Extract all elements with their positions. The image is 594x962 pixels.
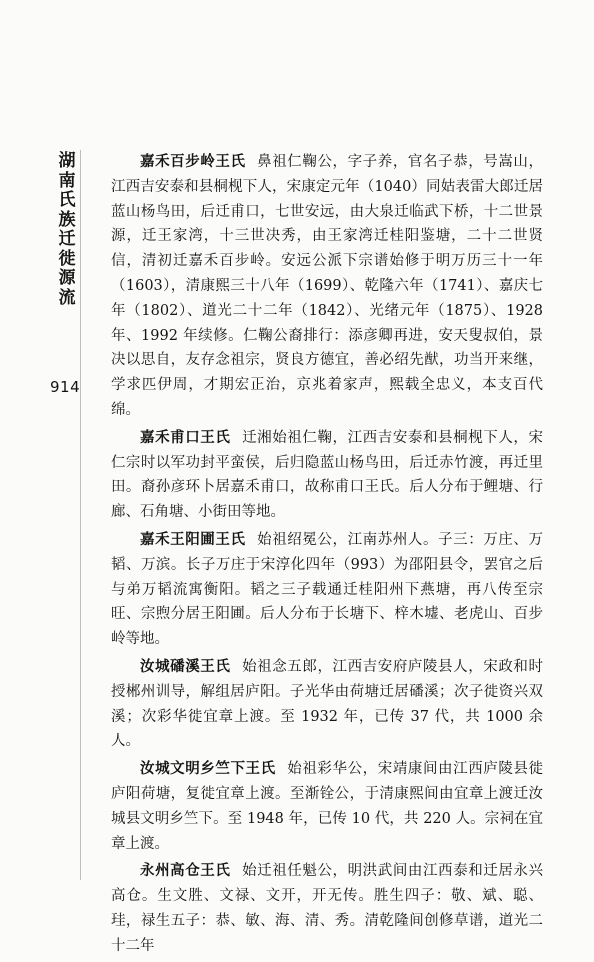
entry-title: 永州高仓王氏	[140, 863, 231, 880]
entry-title: 嘉禾百步岭王氏	[140, 154, 246, 170]
entry-title: 汝城文明乡竺下王氏	[140, 761, 276, 778]
margin-rule	[80, 150, 81, 880]
entry-text: 始祖绍冕公，江南苏州人。子三：万庄、万韬、万滨。长子万庄于宋淳化四年（993）为邵阳县令，罢官之后与弟万韬流寓衡阳。韬之三子载通迁桂阳州下燕塘，再八传至宗旺、宗煦分居王阳圃。后人分布于长塘下、梓木墟、老虎山、百步岭等地。	[111, 531, 544, 648]
page-number: 914	[50, 378, 81, 396]
page-body	[111, 150, 543, 962]
entry-title: 嘉禾甫口王氏	[140, 429, 231, 446]
entry-rucheng-zhuxia	[111, 757, 543, 856]
entry-text: 鼻祖仁鞠公，字子养，官名子恭，号嵩山，江西吉安泰和县桐枧下人，宋康定元年（1040）同姑表雷大郎迁居蓝山杨鸟田，后迁甫口，七世安远，由大泉迁临武下桥，十二世景源，迁王家湾，十三世决秀，由王家湾迁桂阳鉴塘，二十二世贤信，清初迁嘉禾百步岭。安远公派下宗谱始修于明万历三十一年（1603），清康熙三十八年（1699）、乾隆六年（1741）、嘉庆七年（1802）、道光二十二年（1842）、光绪元年（1875）、1928 年、1992 年续修。仁鞠公裔排行：添彦卿再进，安天叟叔伯，景决以思自，友存念祖宗，贤良方德宜，善必绍先猷，功当开来继，学求匹伊周，才期宏正治，京兆着家声，熙载全忠义，本支百代绵。	[111, 154, 544, 418]
entry-title: 嘉禾王阳圃王氏	[140, 531, 246, 548]
entry-baihe-wangyangpu	[111, 528, 543, 652]
entry-baihe-bubuling	[111, 150, 543, 423]
entry-text: 迁湘始祖仁鞠，江西吉安泰和县桐枧下人，宋仁宗时以军功封平蛮侯，后归隐蓝山杨鸟田，后迁赤竹渡，再迁里田。裔孙彦环卜居嘉禾甫口，故称甫口王氏。后人分布于鲤塘、行廊、石角塘、小街田等地。	[111, 429, 544, 521]
entry-rucheng-panxi	[111, 655, 543, 754]
entry-text: 始祖彩华公，宋靖康间由江西庐陵县徙庐阳荷塘，复徙宜章上渡。至渐铨公，于清康熙间由宜章上渡迁汝城县文明乡竺下。至 1948 年，已传 10 代，共 220 人。宗祠在宜章上渡。	[111, 761, 543, 852]
entry-title: 汝城磻溪王氏	[140, 658, 231, 675]
entry-text: 始祖念五郎，江西吉安府庐陵县人，宋政和时授郴州训导，解组居庐阳。子光华由荷塘迁居磻溪；次子徙资兴双溪；次彩华徙宜章上渡。至 1932 年，已传 37 代，共 1000 余人。	[111, 658, 544, 750]
entry-text: 始迁祖任魁公，明洪武间由江西泰和迁居永兴高仓。生文胜、文禄、文开，开无传。胜生四子：敬、斌、聪、珪，禄生五子：恭、敏、海、清、秀。清乾隆间创修草谱，道光二十二年	[111, 863, 544, 954]
entry-baihe-fukou	[111, 426, 543, 525]
book-title-vertical: 湖南氏族迁徙源流	[58, 151, 76, 308]
